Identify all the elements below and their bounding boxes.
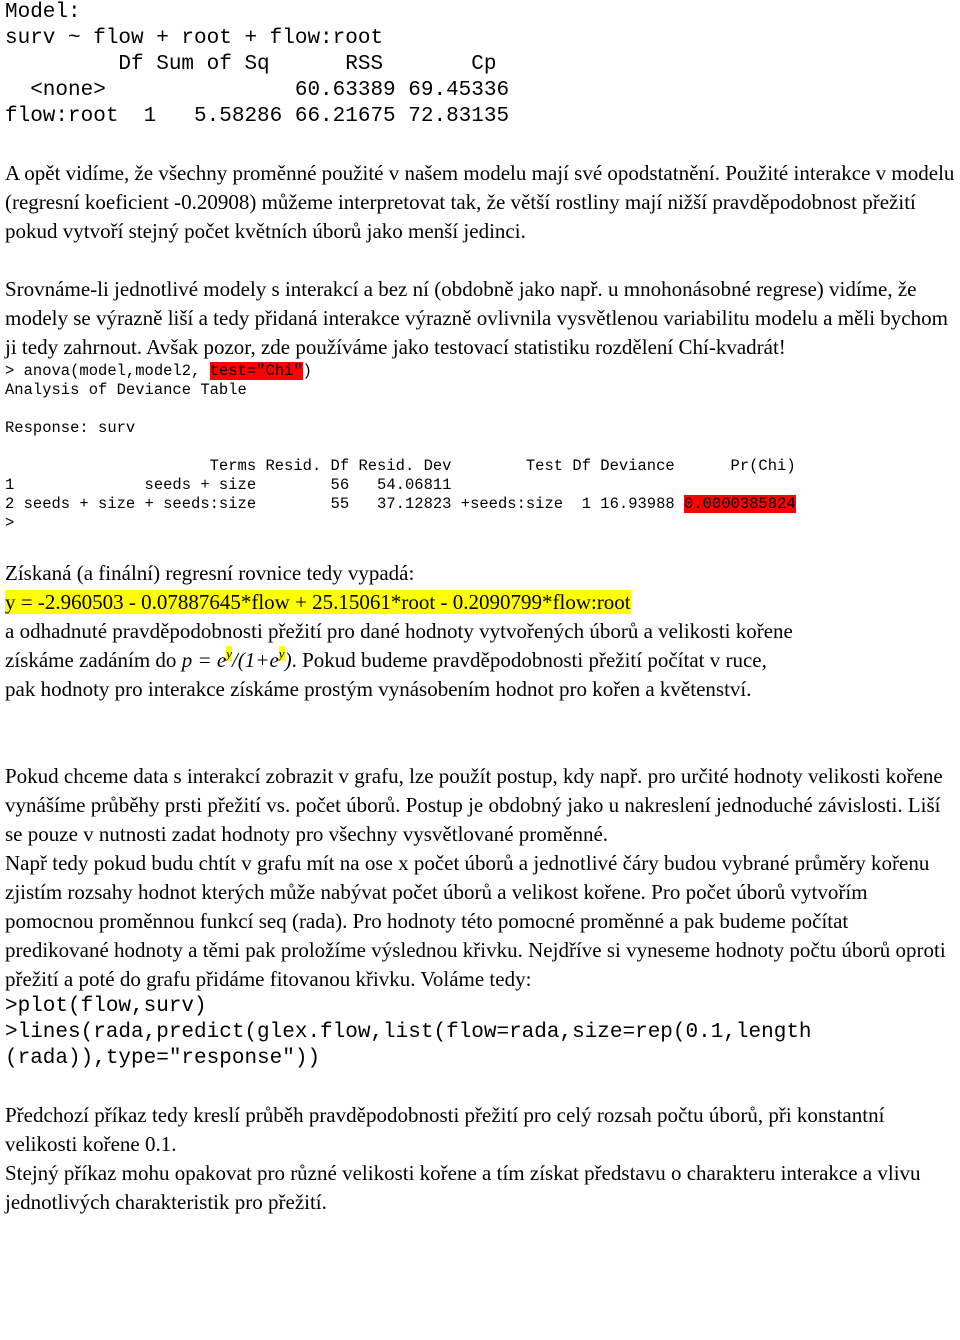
- blank-line: [5, 400, 955, 419]
- code-line: surv ~ flow + root + flow:root: [5, 27, 384, 50]
- paragraph-probability: [5, 617, 955, 704]
- anova-test-argument: test="Chi": [209, 362, 303, 380]
- anova-row2-values: 2 seeds + size + seeds:size 55 37.12823 +seeds:size 1 16.93988: [5, 495, 685, 513]
- probability-line1: a odhadnuté pravděpodobnosti přežití pro dané hodnoty vytvořených úborů a velikosti kořene: [5, 619, 793, 643]
- anova-output: [5, 362, 955, 533]
- anova-command: [5, 362, 955, 381]
- paragraph-interpretation: A opět vidíme, že všechny proměnné použité v našem modelu mají své opodstatnění. Použité interakce v modelu (regresní koeficient -0.20908) můžeme interpretovat tak, že větší rostliny mají nižší pravděpodobnost přežití pokud vytvoří stejný počet květních úborů jako menší jedinci.: [5, 161, 955, 243]
- code-line: (rada)),type="response")): [5, 1047, 321, 1070]
- probability-pre: získáme zadáním do: [5, 648, 182, 672]
- paragraph-plot-repeat: Stejný příkaz mohu opakovat pro různé velikosti kořene a tím získat představu o charakteru interakce a vlivu jednotlivých charakteristik pro přežití.: [5, 1161, 921, 1214]
- paragraph-plot-steps: Např tedy pokud budu chtít v grafu mít na ose x počet úborů a jednotlivé čáry budou vybrané průměry kořenu zjistím rozsahy hodnot kterých může nabývat počet úborů a velikost kořene. Pro počet úborů vytvořím pomocnou proměnnou funkcí seq (rada). Pro hodnoty této pomocné proměnné a pak budeme počítat predikované hodnoty a těmi pak proložíme výslednou křivku. Nejdříve si vyneseme hodnoty počtu úborů oproti přežití a poté do grafu přidáme fitovanou křivku. Voláme tedy:: [5, 851, 946, 991]
- exponent-y: y: [278, 646, 285, 661]
- document-page: [5, 0, 955, 1217]
- plot-code: [5, 994, 955, 1072]
- exponent-y: y: [226, 646, 232, 661]
- logistic-formula: $p = e^y/(1+e^y)$: [181, 646, 292, 672]
- code-line: flow:root 1 5.58286 66.21675 72.83135: [5, 105, 510, 128]
- model-output: [5, 0, 955, 130]
- anova-p-value: 0.0000385824: [684, 495, 796, 513]
- code-line: Model:: [5, 1, 81, 24]
- regression-equation: y = -2.960503 - 0.07887645*flow + 25.15061*root - 0.2090799*flow:root: [5, 590, 631, 614]
- anova-table-row: 1 seeds + size 56 54.06811: [5, 476, 452, 494]
- probability-post: . Pokud budeme pravděpodobnosti přežití počítat v ruce,: [291, 648, 767, 672]
- final-equation-intro: Získaná (a finální) regresní rovnice tedy vypadá:: [5, 561, 415, 585]
- code-line: <none> 60.63389 69.45336: [5, 79, 510, 102]
- anova-command-prefix: > anova(model,model2,: [5, 362, 210, 380]
- code-line: Df Sum of Sq RSS Cp: [5, 53, 497, 76]
- anova-title: Analysis of Deviance Table: [5, 381, 247, 399]
- paragraph-plot-explanation: Předchozí příkaz tedy kreslí průběh pravděpodobnosti přežití pro celý rozsah počtu úborů, při konstantní velikosti kořene 0.1.: [5, 1103, 885, 1156]
- anova-prompt: >: [5, 514, 15, 532]
- anova-table-row: [5, 495, 955, 514]
- code-line: >plot(flow,surv): [5, 995, 207, 1018]
- paragraph-model-comparison: Srovnáme-li jednotlivé modely s interakcí a bez ní (obdobně jako např. u mnohonásobné regrese) vidíme, že modely se výrazně liší a tedy přidaná interakce výrazně ovlivnila vysvětlenou variabilitu modelu a měli bychom ji tedy zahrnout. Avšak pozor, zde používáme jako testovací statistiku rozdělení Chí-kvadrát!: [5, 277, 948, 359]
- blank-line: [5, 438, 955, 457]
- anova-table-header: Terms Resid. Df Resid. Dev Test Df Deviance Pr(Chi): [5, 457, 796, 475]
- code-line: >lines(rada,predict(glex.flow,list(flow=rada,size=rep(0.1,length: [5, 1021, 812, 1044]
- anova-command-suffix: ): [302, 362, 312, 380]
- final-equation-line: [5, 588, 955, 617]
- anova-response: Response: surv: [5, 419, 136, 437]
- probability-line3: pak hodnoty pro interakce získáme prostým vynásobením hodnot pro kořen a květenství.: [5, 677, 752, 701]
- paragraph-plot-intro: Pokud chceme data s interakcí zobrazit v grafu, lze použít postup, kdy např. pro určité hodnoty velikosti kořene vynášíme průběhy prsti přežití vs. počet úborů. Postup je obdobný jako u nakreslení jednoduché závislosti. Liší se pouze v nutnosti zadat hodnoty pro všechny vysvětlované proměnné.: [5, 764, 943, 846]
